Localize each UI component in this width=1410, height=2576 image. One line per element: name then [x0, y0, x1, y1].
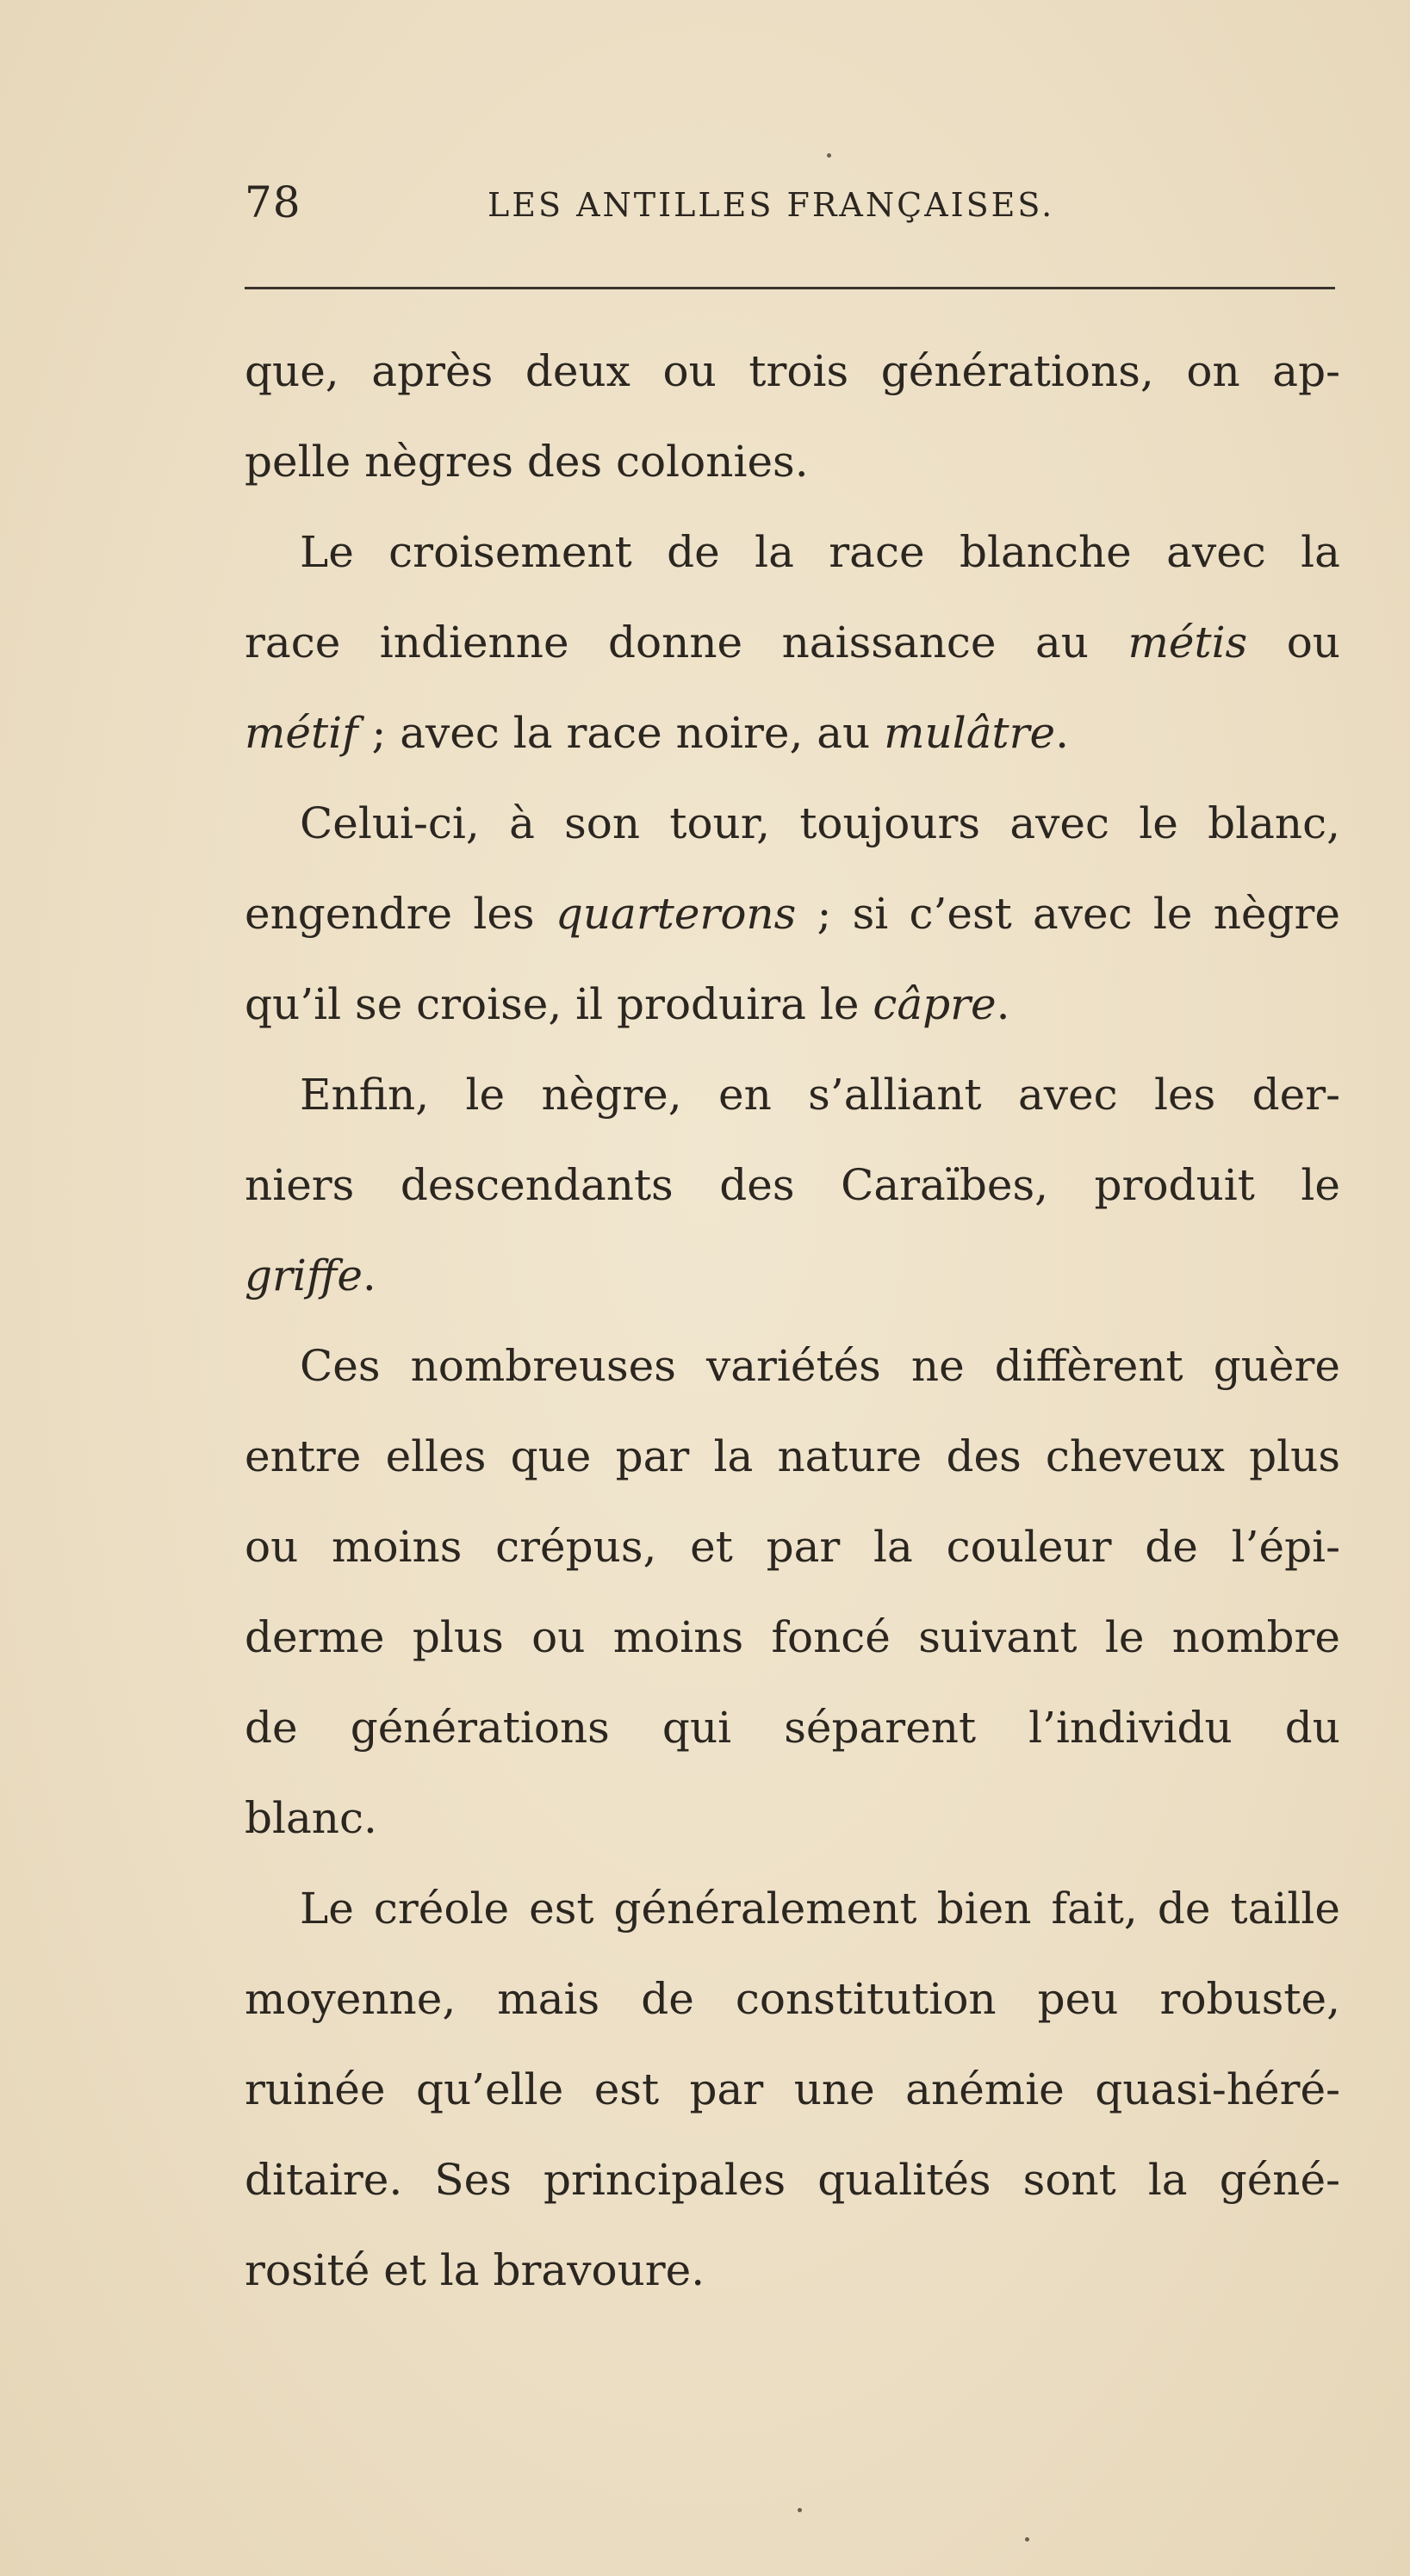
text-run: ou	[1247, 618, 1340, 667]
italic-term: métis	[1127, 618, 1248, 667]
text-run: ou moins crépus, et par la couleur de l’épi-	[245, 1522, 1340, 1572]
text-run: .	[362, 1251, 376, 1300]
running-head: LES ANTILLES FRANÇAISES.	[488, 186, 1055, 224]
text-line	[245, 2240, 1340, 2331]
paper-speck	[827, 153, 831, 158]
text-run: blanc.	[245, 1793, 377, 1843]
text-run: de générations qui séparent l’individu du	[245, 1703, 1340, 1753]
text-run: ; si c’est avec le nègre	[796, 889, 1340, 939]
paragraph-start-line	[245, 1065, 1340, 1155]
page-number: 78	[245, 177, 301, 227]
paper-speck	[1025, 2537, 1029, 2542]
paragraph-start-line	[245, 1878, 1340, 1969]
text-line	[245, 884, 1340, 974]
text-line	[245, 1607, 1340, 1698]
header-rule	[245, 287, 1335, 289]
paragraph-start-line	[245, 793, 1340, 884]
text-line	[245, 1698, 1340, 1788]
italic-term: quarterons	[555, 889, 797, 939]
text-run: pelle nègres des colonies.	[245, 437, 809, 487]
body-text	[245, 341, 1340, 2331]
italic-term: mulâtre	[884, 708, 1056, 758]
text-line	[245, 703, 1340, 793]
italic-term: métif	[245, 708, 358, 758]
text-run: .	[996, 979, 1010, 1029]
text-run: qu’il se croise, il produira le	[245, 979, 873, 1029]
paragraph-start-line	[245, 1336, 1340, 1426]
text-line	[245, 1517, 1340, 1607]
text-run: Enfin, le nègre, en s’alliant avec les der-	[300, 1070, 1340, 1120]
text-run: engendre les	[245, 889, 556, 939]
text-run: rosité et la bravoure.	[245, 2245, 705, 2295]
text-run: Celui-ci, à son tour, toujours avec le blanc,	[300, 798, 1340, 848]
text-line	[245, 612, 1340, 703]
text-run: race indienne donne naissance au	[245, 618, 1128, 667]
text-line	[245, 1155, 1340, 1245]
text-line	[245, 1788, 1340, 1878]
text-run: derme plus ou moins foncé suivant le nombre	[245, 1612, 1340, 1662]
text-line	[245, 1245, 1340, 1336]
text-run: Ces nombreuses variétés ne diffèrent guère	[300, 1341, 1340, 1391]
text-line	[245, 1969, 1340, 2059]
paper-speck	[798, 2508, 802, 2512]
text-run: entre elles que par la nature des cheveux plus	[245, 1431, 1340, 1481]
text-run: ditaire. Ses principales qualités sont la géné-	[245, 2155, 1340, 2205]
text-run: moyenne, mais de constitution peu robuste,	[245, 1974, 1340, 2024]
italic-term: câpre	[873, 979, 997, 1029]
text-run: que, après deux ou trois générations, on ap-	[245, 346, 1340, 396]
text-run: niers descendants des Caraïbes, produit le	[245, 1160, 1340, 1210]
text-line	[245, 974, 1340, 1065]
text-line	[245, 2059, 1340, 2150]
italic-term: griffe	[245, 1251, 363, 1300]
text-run: .	[1055, 708, 1070, 758]
text-line	[245, 2150, 1340, 2240]
text-line	[245, 431, 1340, 522]
text-run: ruinée qu’elle est par une anémie quasi-héré-	[245, 2064, 1340, 2114]
page-header	[245, 177, 1339, 228]
text-line	[245, 1426, 1340, 1517]
paragraph-start-line	[245, 522, 1340, 612]
text-line	[245, 341, 1340, 431]
text-run: ; avec la race noire, au	[357, 708, 885, 758]
text-run: Le croisement de la race blanche avec la	[300, 527, 1340, 577]
text-run: Le créole est généralement bien fait, de taille	[300, 1884, 1340, 1934]
